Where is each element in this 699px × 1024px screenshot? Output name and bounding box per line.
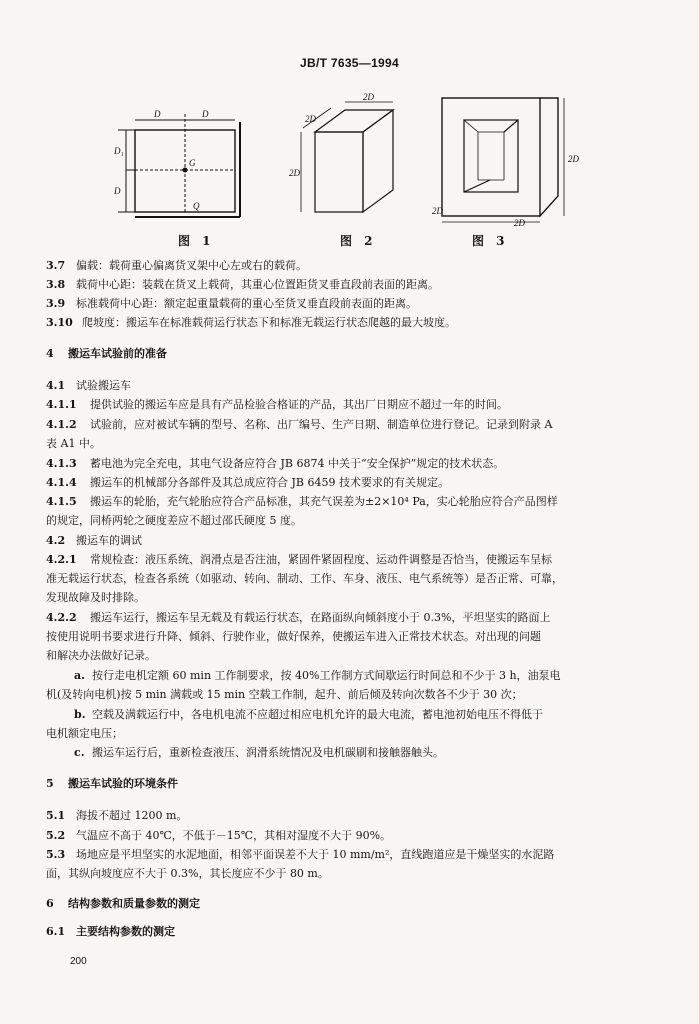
- page-number: 200: [70, 956, 87, 967]
- clause-5-3-cont: 面，其纵向坡度应不大于 0.3%，其长度应不少于 80 m。: [46, 867, 329, 880]
- clause-3-9: 3.9 标准载荷中心距：额定起重量载荷的重心至货叉垂直段前表面的距离。: [46, 297, 417, 310]
- fig3-bottom-label: 2D: [514, 218, 525, 228]
- page-header: JB/T 7635—1994: [300, 56, 399, 70]
- fig3-depth-label: 2D: [432, 206, 443, 216]
- clause-4-1-4: 4.1.4 搬运车的机械部分各部件及其总成应符合 JB 6459 技术要求的有关规定。: [46, 476, 449, 489]
- clause-4-2-1: 4.2.1 常规检查：液压系统、润滑点是否注油，紧固件紧固程度、运动件调整是否恰当，使搬运车呈标: [46, 553, 552, 566]
- clause-4-1-5: 4.1.5 搬运车的轮胎，充气轮胎应符合产品标准，其充气误差为±2×10⁴ Pa，实心轮胎应符合产品图样: [46, 495, 558, 508]
- item-c: c. 搬运车运行后，重新检查液压、润滑系统情况及电机碳刷和接触器触头。: [74, 746, 444, 759]
- clause-4-2: 4.2 搬运车的调试: [46, 534, 142, 547]
- heading-4: 4 搬运车试验前的准备: [46, 347, 167, 360]
- clause-4-1-1: 4.1.1 提供试验的搬运车应是具有产品检验合格证的产品，其出厂日期应不超过一年的时间。: [46, 398, 508, 411]
- fig1-d1-label: D₁: [114, 146, 124, 156]
- item-a: a. 按行走电机定额 60 min 工作制要求，按 40%工作制方式间歇运行时间总和不少于 3 h，油泵电: [74, 669, 561, 682]
- clause-4-1-2-cont: 表 A1 中。: [46, 437, 101, 450]
- fig1-d2-label: D: [114, 186, 121, 196]
- fig1-g-label: G: [189, 158, 196, 168]
- clause-3-7: 3.7 偏载：载荷重心偏离货叉架中心左或右的载荷。: [46, 259, 307, 272]
- clause-3-10: 3.10 爬坡度：搬运车在标准载荷运行状态下和标准无载运行状态爬越的最大坡度。: [46, 316, 456, 329]
- fig3-height-label: 2D: [568, 154, 579, 164]
- clause-5-3: 5.3 场地应是平坦坚实的水泥地面，相邻平面误差不大于 10 mm/m²，直线跑道应是干燥坚实的水泥路: [46, 848, 555, 861]
- fig2-height-label: 2D: [289, 168, 300, 178]
- clause-4-1-5-cont: 的规定，同桥两轮之硬度差应不超过邵氏硬度 5 度。: [46, 514, 302, 527]
- figure-2-caption: 图 2: [340, 234, 377, 248]
- clause-4-2-1-cont-2: 发现故障及时排除。: [46, 591, 145, 604]
- item-b: b. 空载及满载运行中，各电机电流不应超过相应电机允许的最大电流，蓄电池初始电压不得低于: [74, 708, 543, 721]
- clause-4-2-2-cont-1: 按使用说明书要求进行升降、倾斜、行驶作业，做好保养，使搬运车进入正常技术状态。对出现的问题: [46, 630, 541, 643]
- clause-5-2: 5.2 气温应不高于 40℃，不低于－15℃，其相对湿度不大于 90%。: [46, 829, 392, 842]
- fig1-dm-left-label: D: [154, 109, 161, 119]
- clause-3-8: 3.8 载荷中心距：装载在货叉上载荷，其重心位置距货叉垂直段前表面的距离。: [46, 278, 439, 291]
- clause-4-1-3: 4.1.3 蓄电池为完全充电，其电气设备应符合 JB 6874 中关于“安全保护”规定的技术状态。: [46, 457, 505, 470]
- clause-4-2-2-cont-2: 和解决办法做好记录。: [46, 649, 156, 662]
- item-a-cont: 机(及转向电机)按 5 min 满载或 15 min 空载工作制，起升、前后倾及转向次数各不少于 30 次；: [46, 688, 523, 701]
- clause-4-1-2: 4.1.2 试验前，应对被试车辆的型号、名称、出厂编号、生产日期、制造单位进行登记。记录到附录 A: [46, 418, 553, 431]
- fig1-q-label: Q: [193, 201, 200, 211]
- fig2-side-label: 2D: [305, 114, 316, 124]
- fig2-top-label: 2D: [363, 92, 374, 102]
- heading-6: 6 结构参数和质量参数的测定: [46, 897, 200, 910]
- clause-6-1: 6.1 主要结构参数的测定: [46, 925, 175, 938]
- clause-5-1: 5.1 海拔不超过 1200 m。: [46, 809, 188, 822]
- figure-1-caption: 图 1: [178, 234, 215, 248]
- clause-4-2-1-cont-1: 准无载运行状态，检查各系统（如驱动、转向、制动、工作、车身、液压、电气系统等）是否正常、可靠，: [46, 572, 563, 585]
- body-text: [46, 0, 658, 1024]
- clause-4-1: 4.1 试验搬运车: [46, 379, 131, 392]
- clause-4-2-2: 4.2.2 搬运车运行，搬运车呈无载及有载运行状态，在路面纵向倾斜度小于 0.3%，平坦坚实的路面上: [46, 611, 551, 624]
- fig1-dm-right-label: D: [202, 109, 209, 119]
- item-b-cont: 电机额定电压；: [46, 727, 123, 740]
- figure-3-caption: 图 3: [472, 234, 509, 248]
- heading-5: 5 搬运车试验的环境条件: [46, 777, 178, 790]
